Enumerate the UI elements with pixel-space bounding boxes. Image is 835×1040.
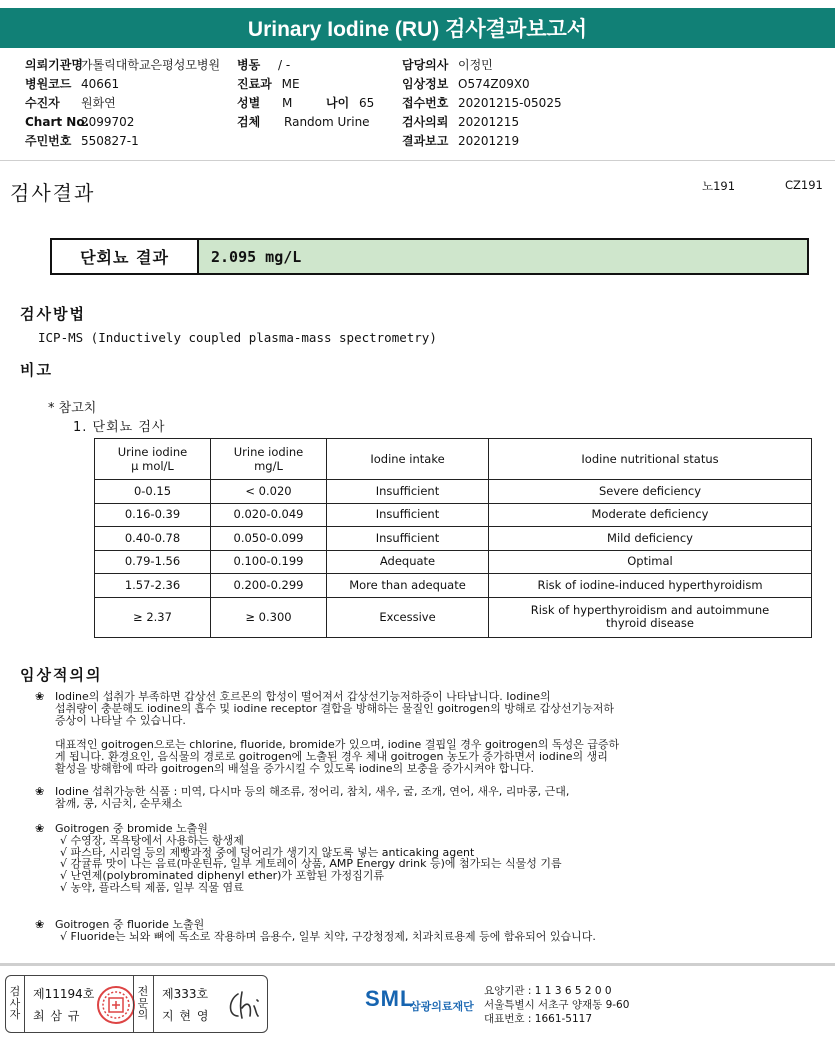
- table-cell: [489, 550, 812, 574]
- test-code-1: 노191: [702, 179, 736, 193]
- cell-text: Insufficient: [375, 530, 440, 545]
- clinical-line: √ 수영장, 목욕탕에서 사용하는 항생제: [60, 833, 244, 847]
- table-cell: [489, 527, 812, 551]
- role-char: 자: [9, 1008, 21, 1021]
- table-cell: [95, 597, 211, 637]
- tester-seal: [96, 985, 136, 1029]
- info-label: 접수번호: [402, 96, 449, 110]
- header-text: μ mol/L: [131, 459, 174, 473]
- info-value: 20201215: [458, 115, 520, 129]
- clinical-line: 섭취량이 충분해도 iodine의 흡수 및 iodine receptor 결합을 방해하는 물질인 goitrogen의 방해로 갑상선기능저하: [55, 701, 614, 715]
- table-row: [95, 574, 812, 598]
- table-body: [95, 480, 812, 638]
- info-label: 검사의뢰: [402, 115, 449, 129]
- info-label: 담당의사: [402, 58, 449, 72]
- clinical-heading: 임상적의의: [20, 666, 103, 684]
- cell-text: Excessive: [379, 609, 436, 624]
- table-cell: [95, 527, 211, 551]
- info-label: 임상정보: [402, 77, 449, 91]
- column-header: [95, 439, 211, 480]
- info-value: 20201219: [458, 134, 520, 148]
- table-cell: [489, 574, 812, 598]
- table-row: [95, 527, 812, 551]
- role-char: 의: [137, 1008, 149, 1021]
- org-info-line: 요양기관 : 1 1 3 6 5 2 0 0: [484, 985, 612, 997]
- role-char: 전: [137, 985, 149, 998]
- flower-bullet-icon: ❀: [35, 822, 45, 835]
- table-cell: [489, 597, 812, 637]
- table-header-row: [95, 439, 812, 480]
- info-row: [25, 75, 220, 94]
- info-row: [402, 56, 562, 75]
- info-value: 550827-1: [81, 134, 139, 148]
- table-cell: [327, 597, 489, 637]
- cell-text: 0-0.15: [133, 483, 172, 498]
- tester-license: 제11194호: [33, 987, 95, 1001]
- info-row: [402, 113, 562, 132]
- cell-text: 0.020-0.049: [233, 507, 304, 522]
- cell-text: Adequate: [379, 554, 436, 569]
- result-box: [50, 238, 809, 275]
- role-char: 사: [9, 996, 21, 1010]
- report-title-bar: [0, 8, 835, 48]
- role-char: 문: [137, 996, 149, 1010]
- table-cell: [95, 574, 211, 598]
- table-cell: [327, 527, 489, 551]
- result-heading: 검사결과: [10, 181, 96, 205]
- info-column-3: [402, 56, 562, 151]
- info-label: Chart No.: [25, 115, 90, 129]
- column-header: [489, 439, 812, 480]
- org-info: [484, 984, 629, 1026]
- table-cell: [489, 503, 812, 527]
- info-label: 주민번호: [25, 134, 72, 148]
- cell-text: ≥ 0.300: [245, 609, 292, 624]
- header-text: Iodine nutritional status: [581, 452, 719, 466]
- table-row: [95, 550, 812, 574]
- clinical-line: Goitrogen 중 bromide 노출원: [55, 822, 208, 835]
- cell-text: Risk of hyperthyroidism and autoimmune: [530, 603, 770, 617]
- header-text: Urine iodine: [233, 445, 304, 459]
- divider: [133, 976, 134, 1032]
- info-value: O574Z09X0: [458, 77, 530, 91]
- clinical-line: 대표적인 goitrogen으로는 chlorine, fluoride, bromide가 있으며, iodine 결핍일 경우 goitrogen의 독성은 급증하: [55, 738, 620, 751]
- cell-text: Severe deficiency: [598, 483, 702, 498]
- table-cell: [489, 480, 812, 504]
- sml-logo: SML: [365, 986, 415, 1011]
- reference-title: * 참고치: [48, 401, 97, 416]
- info-label: 수진자: [25, 96, 60, 110]
- table-cell: [211, 574, 327, 598]
- table-cell: [95, 480, 211, 504]
- cell-text: < 0.020: [245, 483, 292, 498]
- method-text: ICP-MS (Inductively coupled plasma-mass spectrometry): [38, 330, 437, 345]
- clinical-line: Iodine 섭취가능한 식품 : 미역, 다시마 등의 해조류, 정어리, 참치, 새우, 굴, 조개, 연어, 새우, 리마콩, 근대,: [55, 785, 570, 798]
- info-row: [25, 132, 220, 151]
- cell-text: 0.16-0.39: [124, 507, 181, 522]
- cell-text: thyroid disease: [606, 616, 694, 630]
- clinical-line: √ 파스타, 시리얼 등의 제빵과정 중에 덩어리가 생기지 않도록 넣는 anticaking agent: [60, 845, 475, 859]
- clinical-line: √ 농약, 플라스틱 제품, 일부 직물 염료: [60, 881, 244, 894]
- header-text: Urine iodine: [117, 445, 188, 459]
- info-value: 40661: [81, 77, 120, 91]
- cell-text: 0.40-0.78: [124, 530, 181, 545]
- cell-text: More than adequate: [349, 577, 466, 592]
- clinical-line: √ 난연제(polybrominated diphenyl ether)가 포함된 가정집기류: [60, 869, 385, 883]
- info-dept: 진료과 ME: [237, 77, 300, 91]
- clinical-line: √ 감귤류 맛이 나는 음료(마운틴듀, 일부 게토레이 상품, AMP Energy drink 등)에 첨가되는 식물성 기름: [60, 857, 562, 871]
- column-header: [211, 439, 327, 480]
- info-column-1: [25, 56, 220, 151]
- cell-text: Insufficient: [375, 483, 440, 498]
- info-row: [402, 132, 562, 151]
- clinical-line: √ Fluoride는 뇌와 뼈에 독소로 작용하며 음용수, 일부 치약, 구강청정제, 치과치료용제 등에 함유되어 있습니다.: [60, 929, 596, 943]
- table-cell: [95, 550, 211, 574]
- org-name: 삼광의료재단: [410, 1000, 474, 1013]
- cell-text: Insufficient: [375, 507, 440, 522]
- cell-text: 0.79-1.56: [124, 554, 181, 569]
- info-value: 원화연: [81, 96, 116, 110]
- info-row: [402, 75, 562, 94]
- table-cell: [211, 527, 327, 551]
- reference-subtitle: 1. 단회뇨 검사: [73, 420, 166, 435]
- info-row: [25, 113, 220, 132]
- specialist-license: 제333호: [162, 987, 209, 1001]
- signature-box: [5, 975, 268, 1033]
- specialist-signature: [224, 986, 264, 1028]
- clinical-line: Iodine의 섭취가 부족하면 갑상선 호르몬의 합성이 떨어져서 갑상선기능저하증이 나타납니다. Iodine의: [55, 690, 551, 703]
- org-info-line: 서울특별시 서초구 양재동 9-60: [484, 999, 630, 1011]
- info-ward: 병동 / -: [237, 58, 291, 72]
- table-cell: [211, 550, 327, 574]
- table-row: [95, 597, 812, 637]
- clinical-line: 게 됩니다. 환경요인, 음식물의 경로로 goitrogen에 노출된 경우 체내 goitrogen 농도가 증가하면서 iodine의 생리: [55, 749, 608, 763]
- column-header: [327, 439, 489, 480]
- info-specimen: 검체 Random Urine: [237, 115, 370, 129]
- header-text: mg/L: [254, 459, 283, 473]
- info-value: 20201215-05025: [458, 96, 562, 110]
- table-row: [95, 503, 812, 527]
- flower-bullet-icon: ❀: [35, 918, 45, 931]
- tester-role: [8, 986, 22, 1021]
- role-char: 검: [9, 985, 21, 998]
- table-cell: [211, 480, 327, 504]
- info-row: [402, 94, 562, 113]
- report-title: Urinary Iodine (RU) 검사결과보고서: [247, 18, 588, 41]
- cell-text: 0.100-0.199: [233, 554, 304, 569]
- cell-text: 0.050-0.099: [233, 530, 304, 545]
- table-cell: [95, 503, 211, 527]
- info-label: 결과보고: [402, 134, 449, 148]
- specialist-role: [136, 986, 150, 1021]
- info-label: 의뢰기관명: [25, 58, 83, 72]
- header-text: Iodine intake: [370, 452, 445, 466]
- cell-text: 1.57-2.36: [124, 577, 181, 592]
- info-divider: [0, 160, 835, 161]
- org-info-line: 대표번호 : 1661-5117: [484, 1013, 593, 1025]
- flower-bullet-icon: ❀: [35, 690, 45, 703]
- table-row: [95, 480, 812, 504]
- table-cell: [327, 480, 489, 504]
- info-row: [25, 56, 220, 75]
- info-value: 가톨릭대학교은평성모병원: [81, 58, 221, 72]
- clinical-line: 증상이 나타날 수 있습니다.: [55, 713, 186, 727]
- cell-text: Mild deficiency: [607, 530, 693, 545]
- result-value: 2.095 mg/L: [199, 240, 807, 273]
- info-value: 이정민: [458, 58, 493, 72]
- info-sex: 성별 M: [237, 96, 293, 110]
- clinical-line: 참깨, 콩, 시금치, 순무채소: [55, 796, 183, 810]
- cell-text: ≥ 2.37: [133, 609, 172, 624]
- tester-name: 최 삼 규: [33, 1009, 81, 1023]
- method-heading: 검사방법: [20, 305, 86, 323]
- reference-table: [94, 438, 812, 638]
- divider: [24, 976, 25, 1032]
- info-label: 병원코드: [25, 77, 72, 91]
- test-code-2: CZ191: [785, 178, 823, 192]
- table-cell: [327, 550, 489, 574]
- table-cell: [211, 597, 327, 637]
- clinical-line: 활성을 방해함에 따라 goitrogen의 배설을 증가시킬 수 있도록 iodine의 보충을 증가시켜야 합니다.: [55, 761, 534, 775]
- flower-bullet-icon: ❀: [35, 785, 45, 798]
- clinical-line: Goitrogen 중 fluoride 노출원: [55, 918, 205, 931]
- specialist-name: 지 현 영: [162, 1009, 210, 1023]
- table-cell: [211, 503, 327, 527]
- footer-divider: [0, 963, 835, 966]
- table-cell: [327, 574, 489, 598]
- table-cell: [327, 503, 489, 527]
- info-value: 2099702: [81, 115, 135, 129]
- info-age: 나이 65: [326, 96, 375, 110]
- info-row: [25, 94, 220, 113]
- result-label: 단회뇨 결과: [52, 240, 199, 273]
- remarks-heading: 비고: [20, 361, 53, 379]
- divider: [153, 976, 154, 1032]
- cell-text: Optimal: [627, 554, 673, 569]
- cell-text: Moderate deficiency: [591, 507, 709, 522]
- cell-text: Risk of iodine-induced hyperthyroidism: [537, 577, 763, 592]
- cell-text: 0.200-0.299: [233, 577, 304, 592]
